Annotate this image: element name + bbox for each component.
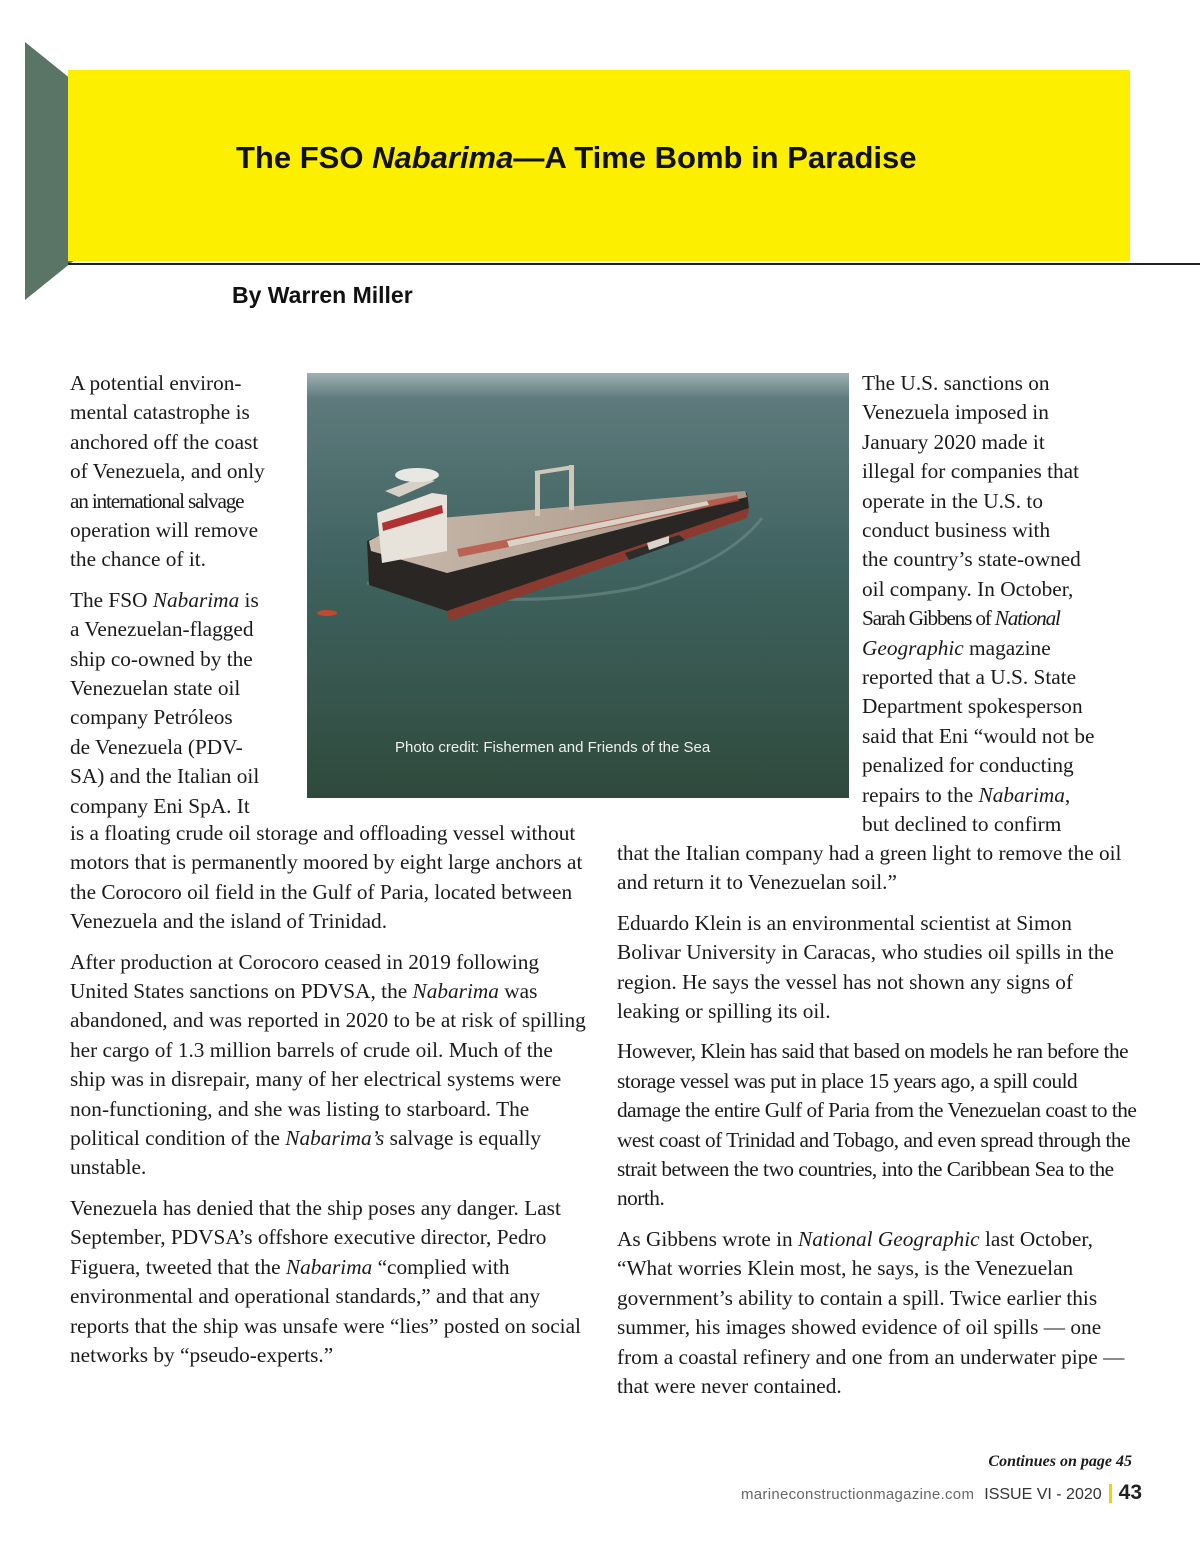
text-line: ship co-owned by the bbox=[70, 646, 253, 671]
text-line: the chance of it. bbox=[70, 547, 206, 572]
text-line: company Petróleos bbox=[70, 705, 233, 730]
vessel-name: Nabarima bbox=[152, 587, 240, 612]
paragraph bbox=[70, 948, 586, 1183]
text-line: a Venezuelan-flagged bbox=[70, 617, 254, 642]
left-column-bottom bbox=[70, 819, 586, 1381]
text-line: magazine bbox=[963, 635, 1051, 660]
paragraph bbox=[617, 1225, 1139, 1401]
text-line: A potential environ- bbox=[70, 371, 242, 395]
title-suffix: —A Time Bomb in Paradise bbox=[513, 140, 917, 175]
text-line: illegal for companies that bbox=[862, 459, 1080, 484]
text-run: last October, “What worries Klein most, he says, is the Venezuelan government’s ability to contain a spill. Twice earlier this summer, his images showed evidence of oil spills — one from a coastal refinery and one from an underwater pipe — that were never contained. bbox=[617, 1226, 1125, 1398]
paragraph bbox=[862, 369, 1142, 840]
text-line: company Eni SpA. It bbox=[70, 793, 250, 818]
text-line: repairs to the bbox=[862, 782, 979, 807]
ship-photo bbox=[307, 373, 849, 798]
byline: By Warren Miller bbox=[232, 282, 413, 308]
text-line: mental catastrophe is bbox=[70, 400, 250, 425]
paragraph bbox=[70, 586, 306, 821]
text-run: As Gibbens wrote in bbox=[617, 1226, 799, 1251]
text-line: Department spokesperson bbox=[862, 694, 1083, 719]
right-column-top bbox=[862, 369, 1142, 840]
text-line: of Venezuela, and only bbox=[70, 459, 265, 484]
vessel-name: Nabarima bbox=[978, 782, 1065, 807]
paragraph: is a floating crude oil storage and offloading vessel without motors that is permanently moored by eight large anchors at the Corocoro oil field in the Gulf of Paria, located between Venezuela and the island of Trinidad. bbox=[70, 821, 583, 934]
text-line: is bbox=[239, 587, 259, 612]
text-line: penalized for conducting bbox=[862, 753, 1074, 778]
footer-site-url[interactable]: marineconstructionmagazine.com bbox=[740, 1486, 975, 1503]
paragraph bbox=[70, 1194, 586, 1370]
text-line: conduct business with bbox=[862, 518, 1051, 543]
text-line: The U.S. sanctions on bbox=[862, 371, 1050, 395]
title-vessel-name: Nabarima bbox=[372, 140, 514, 175]
header-rule bbox=[68, 263, 1200, 265]
text-run: “complied with environmental and operational standards,” and that any reports that the ship was unsafe were “lies” posted on social networks by “pseudo-experts.” bbox=[70, 1254, 581, 1367]
publication-name: Geographic bbox=[862, 635, 964, 660]
publication-name: National bbox=[994, 606, 1060, 631]
text-line: reported that a U.S. State bbox=[862, 665, 1077, 690]
text-run: salvage is equally unstable. bbox=[70, 1126, 542, 1180]
paragraph: However, Klein has said that based on models he ran before the storage vessel was put in place 15 years ago, a spill could damage the entire Gulf of Paria from the Venezuelan coast to the west coast of Trinidad and Tobago, and even spread through the strait between the two countries, into the Caribbean Sea to the north. bbox=[617, 1039, 1137, 1211]
continues-link[interactable]: Continues on page 45 bbox=[988, 1453, 1132, 1470]
right-column-bottom bbox=[617, 839, 1139, 1412]
page-footer bbox=[741, 1481, 1142, 1505]
page-number: 43 bbox=[1118, 1481, 1142, 1504]
text-line: , bbox=[1064, 782, 1071, 807]
text-line: operation will remove bbox=[70, 518, 259, 543]
text-line: The FSO bbox=[70, 587, 153, 612]
footer-divider bbox=[1109, 1484, 1112, 1503]
vessel-name: Nabarima bbox=[285, 1254, 373, 1279]
left-column-top bbox=[70, 369, 306, 821]
text-line: Venezuelan state oil bbox=[70, 676, 241, 701]
text-line: de Venezuela (PDV- bbox=[70, 734, 243, 759]
paragraph: that the Italian company had a green light to remove the oil and return it to Venezuelan soil.” bbox=[617, 841, 1122, 895]
text-line: the country’s state-owned bbox=[862, 547, 1081, 572]
paragraph: Eduardo Klein is an environmental scientist at Simon Bolivar University in Caracas, who studies oil spills in the region. He says the vessel has not shown any signs of leaking or spilling its oil. bbox=[617, 910, 1114, 1024]
text-line: Sarah Gibbens of bbox=[862, 606, 995, 631]
vessel-name: Nabarima’s bbox=[285, 1126, 385, 1151]
text-line: operate in the U.S. to bbox=[862, 488, 1043, 513]
text-line: Venezuela imposed in bbox=[862, 400, 1049, 425]
publication-name: National Geographic bbox=[798, 1226, 980, 1251]
text-line: said that Eni “would not be bbox=[862, 723, 1095, 748]
footer-issue: ISSUE VI - 2020 bbox=[984, 1486, 1102, 1503]
text-line: oil company. In October, bbox=[862, 576, 1074, 601]
vessel-name: Nabarima bbox=[412, 979, 499, 1004]
text-line: but declined to confirm bbox=[862, 812, 1062, 837]
text-line: anchored off the coast bbox=[70, 429, 259, 454]
text-line: an international salvage bbox=[70, 488, 244, 513]
text-run: After production at Corocoro ceased in 2019 following United States sanctions on PDVSA, the bbox=[70, 949, 539, 1004]
text-line: January 2020 made it bbox=[862, 429, 1045, 454]
text-line: SA) and the Italian oil bbox=[70, 764, 260, 789]
photo-credit: Photo credit: Fishermen and Friends of the Sea bbox=[395, 739, 711, 756]
text-run: was abandoned, and was reported in 2020 to be at risk of spilling her cargo of 1.3 million barrels of crude oil. Much of the ship was in disrepair, many of her electrical systems were non-functioning, and she was listing to starboard. The political condition of the bbox=[70, 979, 586, 1151]
article-title bbox=[236, 140, 916, 176]
paragraph bbox=[70, 369, 306, 575]
title-prefix: The FSO bbox=[236, 140, 373, 175]
text-run: Venezuela has denied that the ship poses any danger. Last September, PDVSA’s offshore executive director, Pedro Figuera, tweeted that the bbox=[70, 1195, 561, 1279]
